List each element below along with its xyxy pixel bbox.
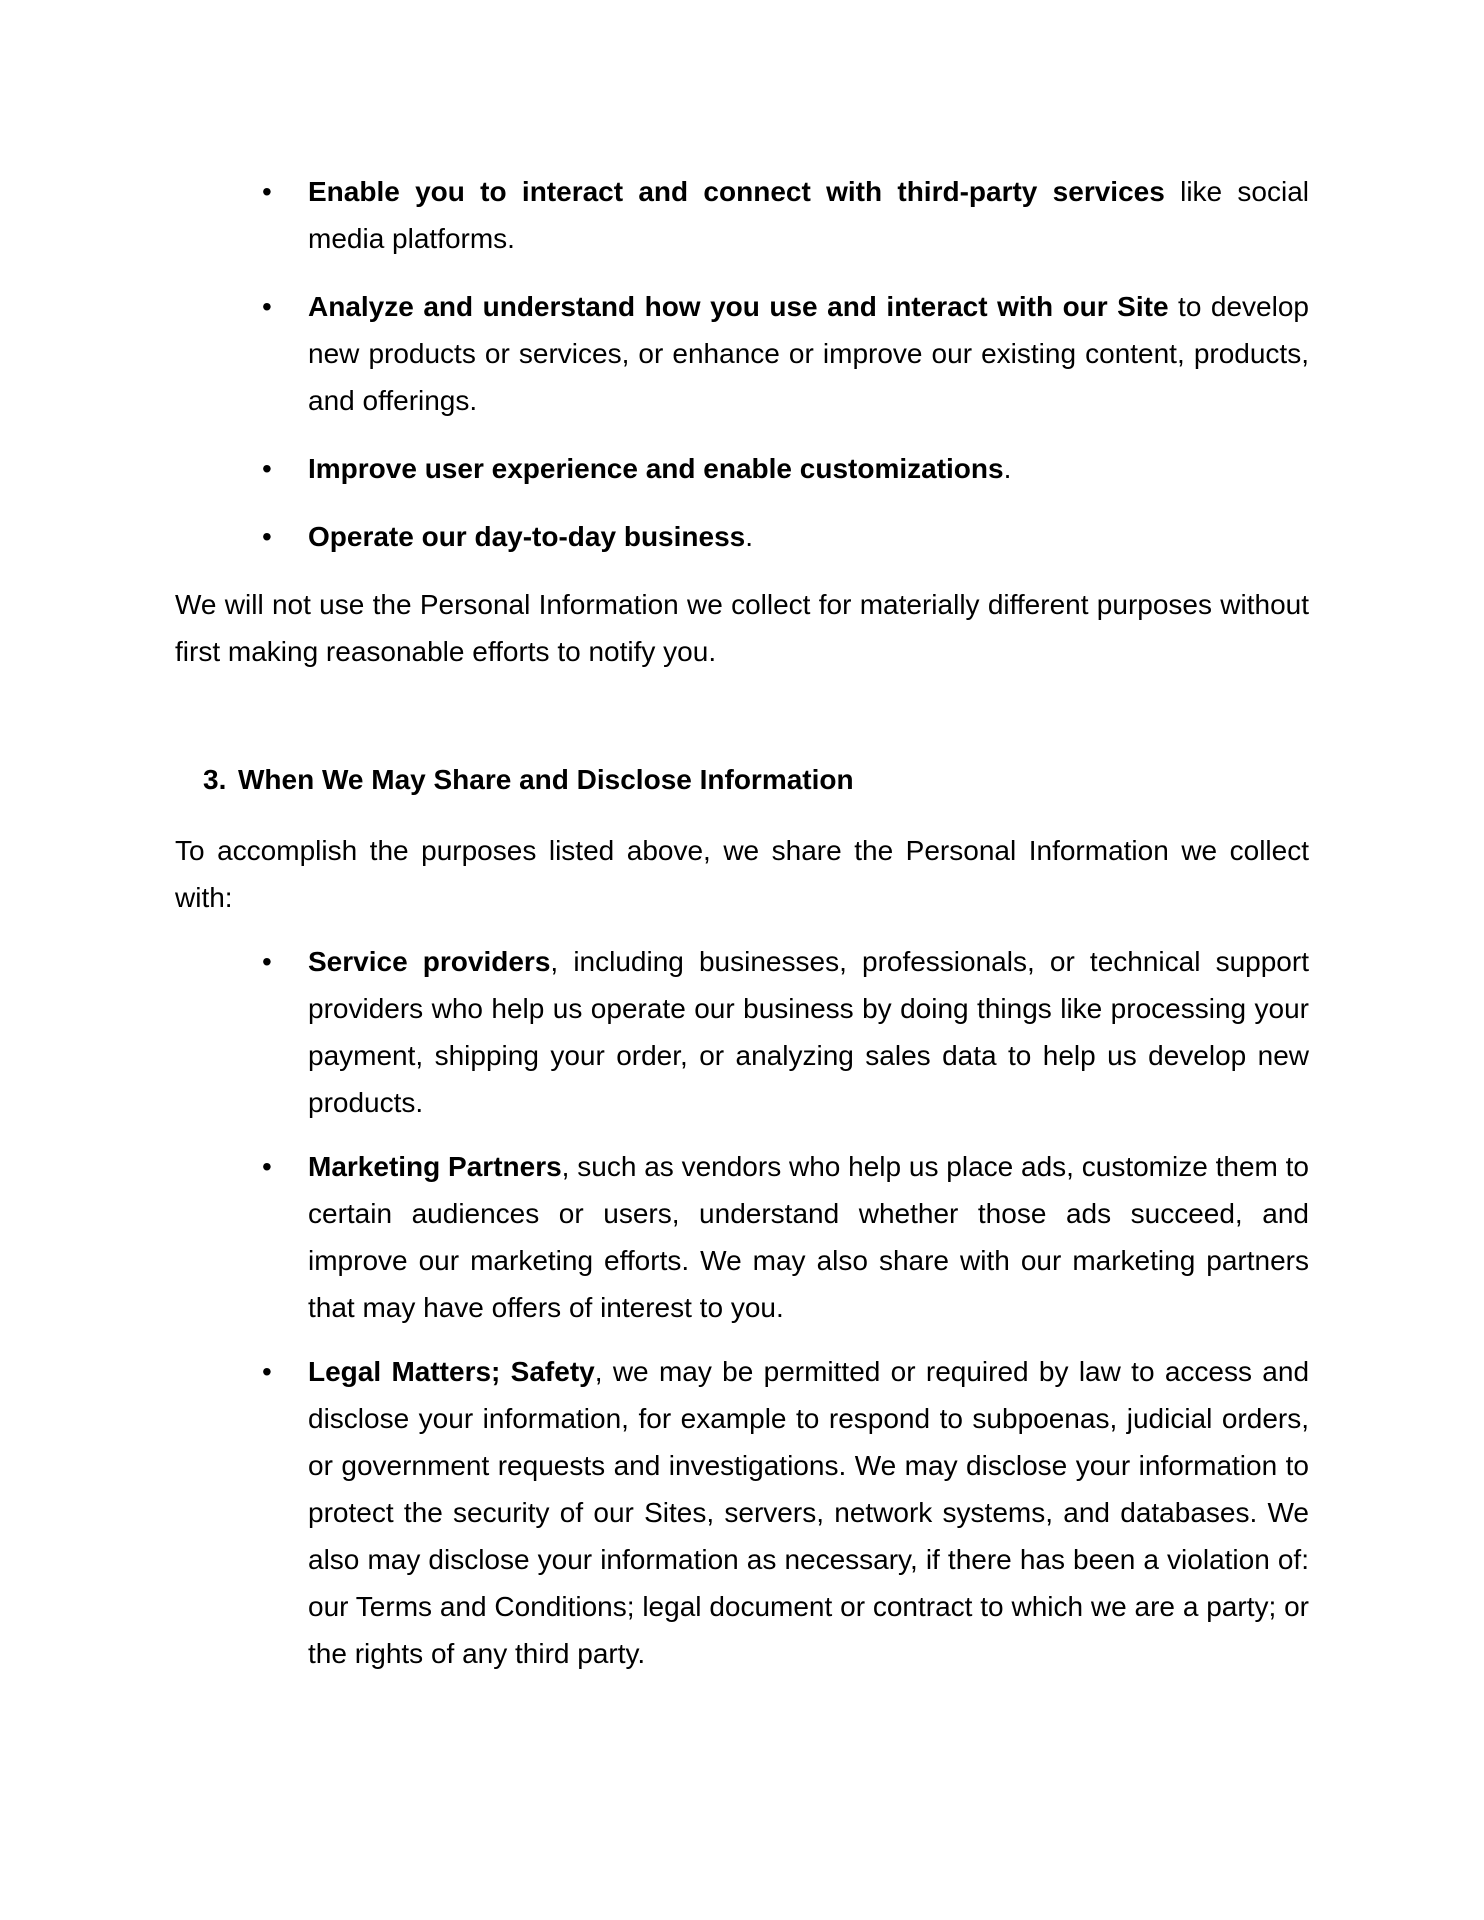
bullet-bold-text: Improve user experience and enable customizations: [308, 453, 1004, 484]
share-intro-paragraph: To accomplish the purposes listed above, we share the Personal Information we collect with:: [175, 835, 1309, 913]
bullet-bold-text: Operate our day-to-day business: [308, 521, 746, 552]
list-item: [175, 513, 1309, 560]
bullet-regular-text: to develop new products or services, or enhance or improve our existing content, products, and offerings.: [308, 291, 1309, 416]
list-item: [175, 283, 1309, 424]
usage-bullet-list: [175, 168, 1309, 560]
bullet-icon: •: [262, 1356, 272, 1387]
bullet-regular-text: .: [1003, 453, 1012, 484]
bullet-bold-text: Legal Matters; Safety: [308, 1356, 595, 1387]
bullet-icon: •: [262, 176, 272, 207]
bullet-regular-text: like social media platforms.: [308, 176, 1309, 254]
section-heading: [175, 756, 1309, 803]
bullet-bold-text: Marketing Partners: [308, 1151, 562, 1182]
bullet-icon: •: [262, 946, 272, 977]
bullet-icon: •: [262, 521, 272, 552]
list-item: [175, 938, 1309, 1126]
list-item: [175, 445, 1309, 492]
bullet-regular-text: , we may be permitted or required by law to access and disclose your information, for example to respond to subpoenas, judicial orders, or government requests and investigations. We may disclose your information to protect the security of our Sites, servers, network systems, and databases. We also may disclose your information as necessary, if there has been a violation of: our Terms and Conditions; legal document or contract to which we are a party; or the rights of any third party.: [308, 1356, 1310, 1669]
list-item: [175, 1143, 1309, 1331]
bullet-icon: •: [262, 453, 272, 484]
no-material-change-paragraph: We will not use the Personal Information we collect for materially different purposes without first making reasonable efforts to notify you.: [175, 589, 1309, 667]
bullet-regular-text: .: [745, 521, 753, 552]
bullet-icon: •: [262, 1151, 272, 1182]
section-number: 3.: [203, 764, 227, 795]
list-item: [175, 168, 1309, 262]
list-item: [175, 1348, 1309, 1677]
bullet-icon: •: [262, 291, 272, 322]
section-title: When We May Share and Disclose Information: [238, 764, 854, 795]
bullet-regular-text: , such as vendors who help us place ads, customize them to certain audiences or users, understand whether those ads succeed, and improve our marketing efforts. We may also share with our marketing partners that may have offers of interest to you.: [308, 1151, 1310, 1323]
bullet-bold-text: Service providers: [308, 946, 551, 977]
share-bullet-list: [175, 938, 1309, 1677]
bullet-regular-text: , including businesses, professionals, or technical support providers who help us operate our business by doing things like processing your payment, shipping your order, or analyzing sales data to help us develop new products.: [308, 946, 1309, 1118]
bullet-bold-text: Enable you to interact and connect with third-party services: [308, 176, 1165, 207]
bullet-bold-text: Analyze and understand how you use and interact with our Site: [308, 291, 1169, 322]
